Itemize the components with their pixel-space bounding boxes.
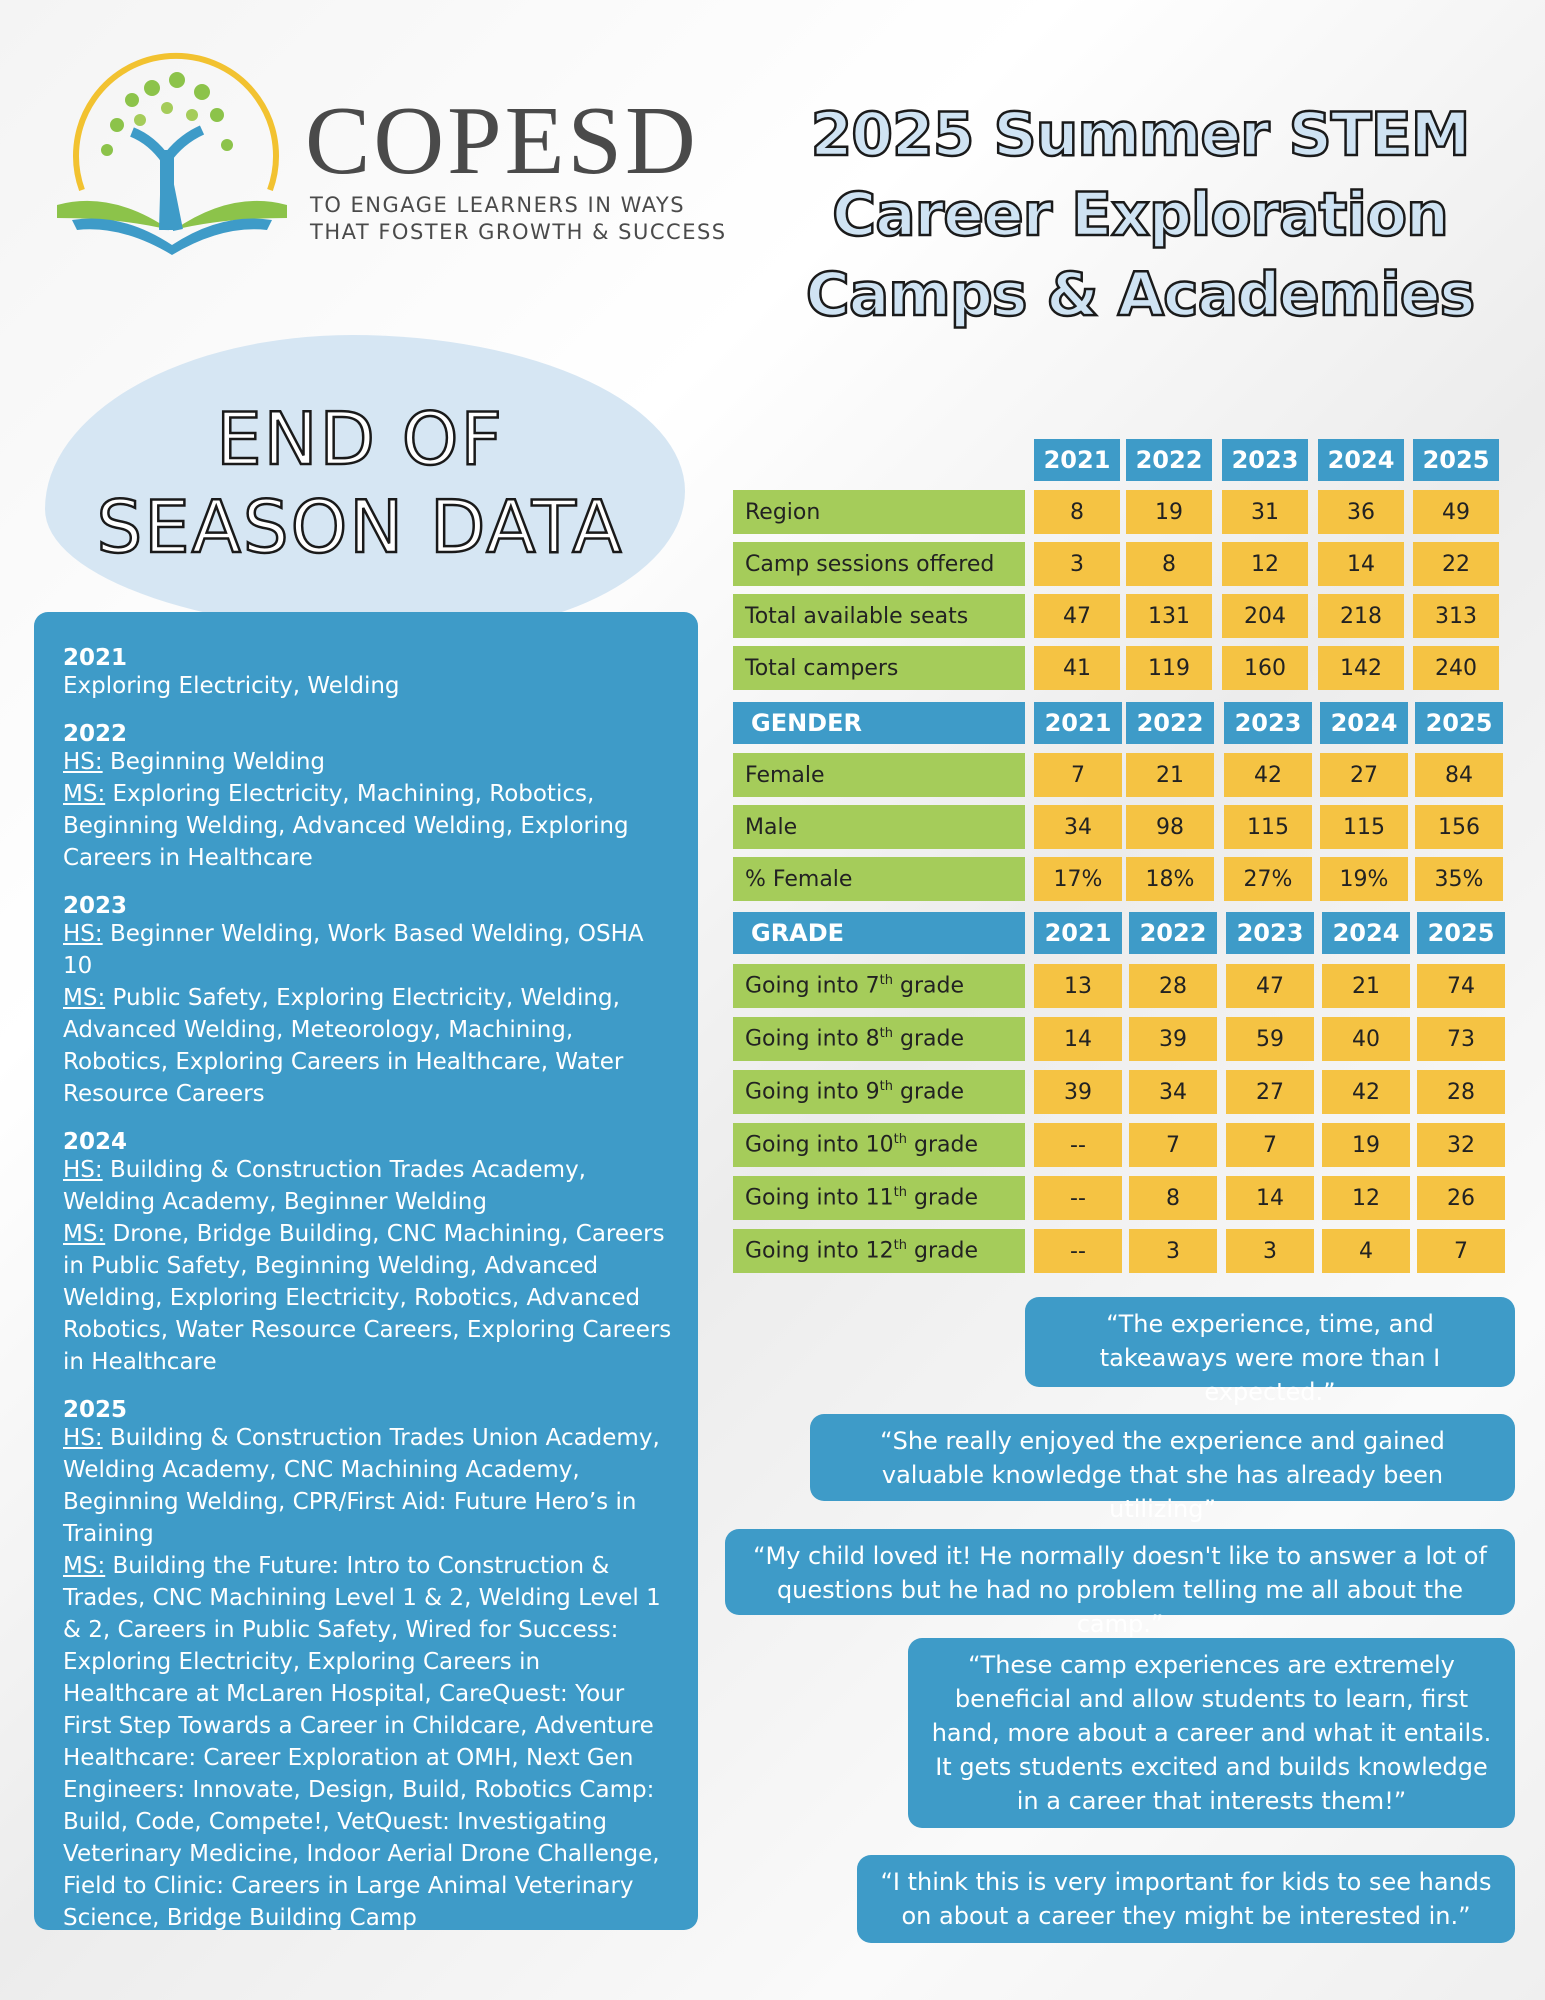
overview-value-cell: 119 bbox=[1126, 646, 1212, 690]
ordinal-suffix: th bbox=[893, 1132, 907, 1148]
program-year: 2021 bbox=[63, 645, 128, 671]
program-list bbox=[63, 1550, 672, 1934]
gender-year-header: 2024 bbox=[1320, 702, 1408, 744]
gender-value-cell: 27% bbox=[1224, 857, 1312, 901]
grade-value-cell: -- bbox=[1034, 1123, 1122, 1167]
program-names: Building the Future: Intro to Construction & Trades, CNC Machining Level 1 & 2, Welding Level 1 & 2, Careers in Public Safety, Wired for Success: Exploring Electricity, Exploring Careers in Healthcare at McLaren Hospital, CareQuest: Your First Step Towards a Career in Childcare, Adventure Healthcare: Career Exploration at OMH, Next Gen Engineers: Innovate, Design, Build, Robotics Camp: Build, Code, Compete!, VetQuest: Investigating Veterinary Medicine, Indoor Aerial Drone Challenge, Field to Clinic: Careers in Large Animal Veterinary Science, Bridge Building Camp bbox=[63, 1553, 661, 1931]
program-level-label: MS: bbox=[63, 781, 106, 807]
grade-row-label-text: Going into 7th grade bbox=[745, 973, 964, 999]
title-line-1: 2025 Summer STEM bbox=[810, 100, 1470, 170]
testimonial-quote: “She really enjoyed the experience and gained valuable knowledge that she has already been utilizing” bbox=[810, 1414, 1515, 1501]
ordinal-suffix: th bbox=[879, 973, 893, 989]
grade-row-label bbox=[733, 1017, 1025, 1061]
grade-value-cell: 28 bbox=[1417, 1070, 1505, 1114]
grade-value-cell: 74 bbox=[1417, 964, 1505, 1008]
program-names: Beginner Welding, Work Based Welding, OSHA 10 bbox=[63, 921, 644, 979]
gender-value-cell: 98 bbox=[1126, 805, 1214, 849]
overview-value-cell: 49 bbox=[1413, 490, 1499, 534]
grade-row-label-text: Going into 11th grade bbox=[745, 1185, 978, 1211]
gender-row-label bbox=[733, 753, 1025, 797]
gender-value-cell: 19% bbox=[1320, 857, 1408, 901]
overview-value-cell: 8 bbox=[1034, 490, 1120, 534]
grade-value-cell: 73 bbox=[1417, 1017, 1505, 1061]
overview-value-cell: 160 bbox=[1222, 646, 1308, 690]
grade-suffix: grade bbox=[907, 1185, 978, 1211]
overview-value-cell: 47 bbox=[1034, 594, 1120, 638]
overview-row-label bbox=[733, 594, 1025, 638]
grade-value-cell: 27 bbox=[1226, 1070, 1314, 1114]
grade-row-label-text: Going into 9th grade bbox=[745, 1079, 964, 1105]
grade-suffix: grade bbox=[907, 1132, 978, 1158]
overview-year-header: 2025 bbox=[1413, 439, 1499, 481]
overview-year-header: 2023 bbox=[1222, 439, 1308, 481]
program-list bbox=[63, 918, 672, 982]
program-level-label: HS: bbox=[63, 921, 103, 947]
program-list bbox=[63, 778, 672, 874]
gender-year-header: 2025 bbox=[1415, 702, 1503, 744]
program-names: Exploring Electricity, Machining, Robotics, Beginning Welding, Advanced Welding, Exploring Careers in Healthcare bbox=[63, 781, 629, 871]
ordinal-suffix: th bbox=[879, 1026, 893, 1042]
grade-value-cell: 7 bbox=[1129, 1123, 1217, 1167]
brand-tagline bbox=[310, 192, 727, 246]
program-level-label: HS: bbox=[63, 749, 103, 775]
title-line-3: Camps & Academies bbox=[805, 260, 1475, 330]
grade-suffix: grade bbox=[893, 1079, 964, 1105]
grade-value-cell: 39 bbox=[1129, 1017, 1217, 1061]
grade-row-label-text: Going into 10th grade bbox=[745, 1132, 978, 1158]
grade-suffix: grade bbox=[907, 1238, 978, 1264]
grade-value-cell: -- bbox=[1034, 1229, 1122, 1273]
gender-value-cell: 17% bbox=[1034, 857, 1122, 901]
program-list bbox=[63, 670, 672, 702]
program-year: 2022 bbox=[63, 721, 128, 747]
grade-value-cell: 14 bbox=[1226, 1176, 1314, 1220]
program-names: Beginning Welding bbox=[102, 749, 326, 775]
grade-value-cell: 39 bbox=[1034, 1070, 1122, 1114]
program-names: Public Safety, Exploring Electricity, Welding, Advanced Welding, Meteorology, Machining, Robotics, Exploring Careers in Healthcare, Water Resource Careers bbox=[63, 985, 624, 1107]
grade-value-cell: 47 bbox=[1226, 964, 1314, 1008]
overview-row-label bbox=[733, 542, 1025, 586]
overview-value-cell: 19 bbox=[1126, 490, 1212, 534]
overview-value-cell: 14 bbox=[1318, 542, 1404, 586]
overview-value-cell: 131 bbox=[1126, 594, 1212, 638]
overview-value-cell: 313 bbox=[1413, 594, 1499, 638]
section-title-line-2: SEASON DATA bbox=[96, 485, 624, 569]
gender-year-header: 2023 bbox=[1224, 702, 1312, 744]
program-level-label: HS: bbox=[63, 1157, 103, 1183]
overview-value-cell: 12 bbox=[1222, 542, 1308, 586]
grade-year-header: 2024 bbox=[1322, 912, 1410, 954]
testimonial-quote: “These camp experiences are extremely beneficial and allow students to learn, first hand, more about a career and what it entails. It gets students excited and builds knowledge in a career that interests them!” bbox=[908, 1638, 1515, 1828]
testimonial-quote: “I think this is very important for kids to see hands on about a career they might be interested in.” bbox=[857, 1855, 1515, 1943]
program-list bbox=[63, 746, 672, 778]
gender-row-label bbox=[733, 857, 1025, 901]
ordinal-suffix: th bbox=[893, 1185, 907, 1201]
gender-value-cell: 34 bbox=[1034, 805, 1122, 849]
gender-value-cell: 7 bbox=[1034, 753, 1122, 797]
section-title-line-1: END OF bbox=[216, 397, 504, 481]
grade-row-label bbox=[733, 1070, 1025, 1114]
program-names: Drone, Bridge Building, CNC Machining, Careers in Public Safety, Beginning Welding, Advanced Welding, Exploring Electricity, Robotics, Advanced Robotics, Water Resource Careers, Exploring Careers in Healthcare bbox=[63, 1221, 672, 1375]
gender-row-label-text: Female bbox=[745, 762, 825, 788]
program-list bbox=[63, 982, 672, 1110]
overview-value-cell: 240 bbox=[1413, 646, 1499, 690]
gender-value-cell: 21 bbox=[1126, 753, 1214, 797]
tagline-line-1: TO ENGAGE LEARNERS IN WAYS bbox=[310, 193, 686, 217]
overview-value-cell: 8 bbox=[1126, 542, 1212, 586]
overview-row-label bbox=[733, 646, 1025, 690]
grade-value-cell: 34 bbox=[1129, 1070, 1217, 1114]
gender-value-cell: 115 bbox=[1320, 805, 1408, 849]
grade-row-label bbox=[733, 964, 1025, 1008]
grade-value-cell: 42 bbox=[1322, 1070, 1410, 1114]
section-title bbox=[80, 395, 640, 571]
overview-row-label-text: Region bbox=[745, 499, 821, 525]
program-level-label: MS: bbox=[63, 1553, 106, 1579]
program-names: Building & Construction Trades Academy, Welding Academy, Beginner Welding bbox=[63, 1157, 586, 1215]
gender-value-cell: 156 bbox=[1415, 805, 1503, 849]
gender-value-cell: 35% bbox=[1415, 857, 1503, 901]
testimonial-quote: “My child loved it! He normally doesn't like to answer a lot of questions but he had no problem telling me all about the camp.” bbox=[725, 1529, 1515, 1615]
grade-row-label bbox=[733, 1229, 1025, 1273]
grade-value-cell: 8 bbox=[1129, 1176, 1217, 1220]
grade-row-label-text: Going into 8th grade bbox=[745, 1026, 964, 1052]
overview-value-cell: 36 bbox=[1318, 490, 1404, 534]
grade-year-header: 2023 bbox=[1226, 912, 1314, 954]
overview-value-cell: 142 bbox=[1318, 646, 1404, 690]
grade-value-cell: 7 bbox=[1417, 1229, 1505, 1273]
program-names: Building & Construction Trades Union Academy, Welding Academy, CNC Machining Academy, Beginning Welding, CPR/First Aid: Future Hero’s in Training bbox=[63, 1425, 660, 1547]
grade-value-cell: 14 bbox=[1034, 1017, 1122, 1061]
gender-header-label: GENDER bbox=[733, 702, 1025, 744]
ordinal-suffix: th bbox=[879, 1079, 893, 1095]
brand-name: COPESD bbox=[305, 87, 699, 195]
overview-row-label-text: Camp sessions offered bbox=[745, 551, 995, 577]
grade-value-cell: 12 bbox=[1322, 1176, 1410, 1220]
overview-value-cell: 218 bbox=[1318, 594, 1404, 638]
overview-year-header: 2022 bbox=[1126, 439, 1212, 481]
grade-row-label bbox=[733, 1176, 1025, 1220]
ordinal-suffix: th bbox=[893, 1238, 907, 1254]
programs-panel bbox=[34, 612, 698, 1930]
tagline-line-2: THAT FOSTER GROWTH & SUCCESS bbox=[310, 220, 727, 244]
program-year: 2023 bbox=[63, 893, 128, 919]
gender-year-header: 2021 bbox=[1034, 702, 1122, 744]
grade-header-label: GRADE bbox=[733, 912, 1025, 954]
gender-year-header: 2022 bbox=[1126, 702, 1214, 744]
grade-value-cell: -- bbox=[1034, 1176, 1122, 1220]
grade-value-cell: 21 bbox=[1322, 964, 1410, 1008]
overview-row-label-text: Total available seats bbox=[745, 603, 969, 629]
testimonial-quote: “The experience, time, and takeaways were more than I expected.” bbox=[1025, 1297, 1515, 1387]
grade-value-cell: 32 bbox=[1417, 1123, 1505, 1167]
gender-row-label bbox=[733, 805, 1025, 849]
grade-year-header: 2025 bbox=[1417, 912, 1505, 954]
overview-value-cell: 31 bbox=[1222, 490, 1308, 534]
title-line-2: Career Exploration bbox=[832, 180, 1448, 250]
grade-value-cell: 7 bbox=[1226, 1123, 1314, 1167]
program-level-label: MS: bbox=[63, 985, 106, 1011]
overview-year-header: 2024 bbox=[1318, 439, 1404, 481]
gender-value-cell: 115 bbox=[1224, 805, 1312, 849]
grade-value-cell: 59 bbox=[1226, 1017, 1314, 1061]
program-list bbox=[63, 1422, 672, 1550]
program-list bbox=[63, 1218, 672, 1378]
grade-value-cell: 3 bbox=[1226, 1229, 1314, 1273]
program-names: Exploring Electricity, Welding bbox=[63, 673, 400, 699]
grade-row-label-text: Going into 12th grade bbox=[745, 1238, 978, 1264]
grade-year-header: 2022 bbox=[1129, 912, 1217, 954]
grade-value-cell: 28 bbox=[1129, 964, 1217, 1008]
overview-row-label-text: Total campers bbox=[745, 655, 899, 681]
gender-row-label-text: % Female bbox=[745, 866, 853, 892]
gender-row-label-text: Male bbox=[745, 814, 798, 840]
overview-row-label bbox=[733, 490, 1025, 534]
gender-value-cell: 84 bbox=[1415, 753, 1503, 797]
overview-value-cell: 3 bbox=[1034, 542, 1120, 586]
program-year: 2025 bbox=[63, 1397, 128, 1423]
grade-suffix: grade bbox=[893, 1026, 964, 1052]
program-level-label: HS: bbox=[63, 1425, 103, 1451]
grade-suffix: grade bbox=[893, 973, 964, 999]
overview-value-cell: 204 bbox=[1222, 594, 1308, 638]
overview-value-cell: 22 bbox=[1413, 542, 1499, 586]
grade-value-cell: 19 bbox=[1322, 1123, 1410, 1167]
grade-value-cell: 13 bbox=[1034, 964, 1122, 1008]
overview-year-header: 2021 bbox=[1034, 439, 1120, 481]
copesd-logo-icon bbox=[52, 40, 292, 265]
gender-value-cell: 42 bbox=[1224, 753, 1312, 797]
program-year: 2024 bbox=[63, 1129, 128, 1155]
grade-value-cell: 40 bbox=[1322, 1017, 1410, 1061]
gender-value-cell: 18% bbox=[1126, 857, 1214, 901]
program-level-label: MS: bbox=[63, 1221, 106, 1247]
program-list bbox=[63, 1154, 672, 1218]
page-title bbox=[780, 95, 1500, 335]
grade-row-label bbox=[733, 1123, 1025, 1167]
grade-year-header: 2021 bbox=[1034, 912, 1122, 954]
grade-value-cell: 3 bbox=[1129, 1229, 1217, 1273]
overview-value-cell: 41 bbox=[1034, 646, 1120, 690]
grade-value-cell: 4 bbox=[1322, 1229, 1410, 1273]
grade-value-cell: 26 bbox=[1417, 1176, 1505, 1220]
gender-value-cell: 27 bbox=[1320, 753, 1408, 797]
